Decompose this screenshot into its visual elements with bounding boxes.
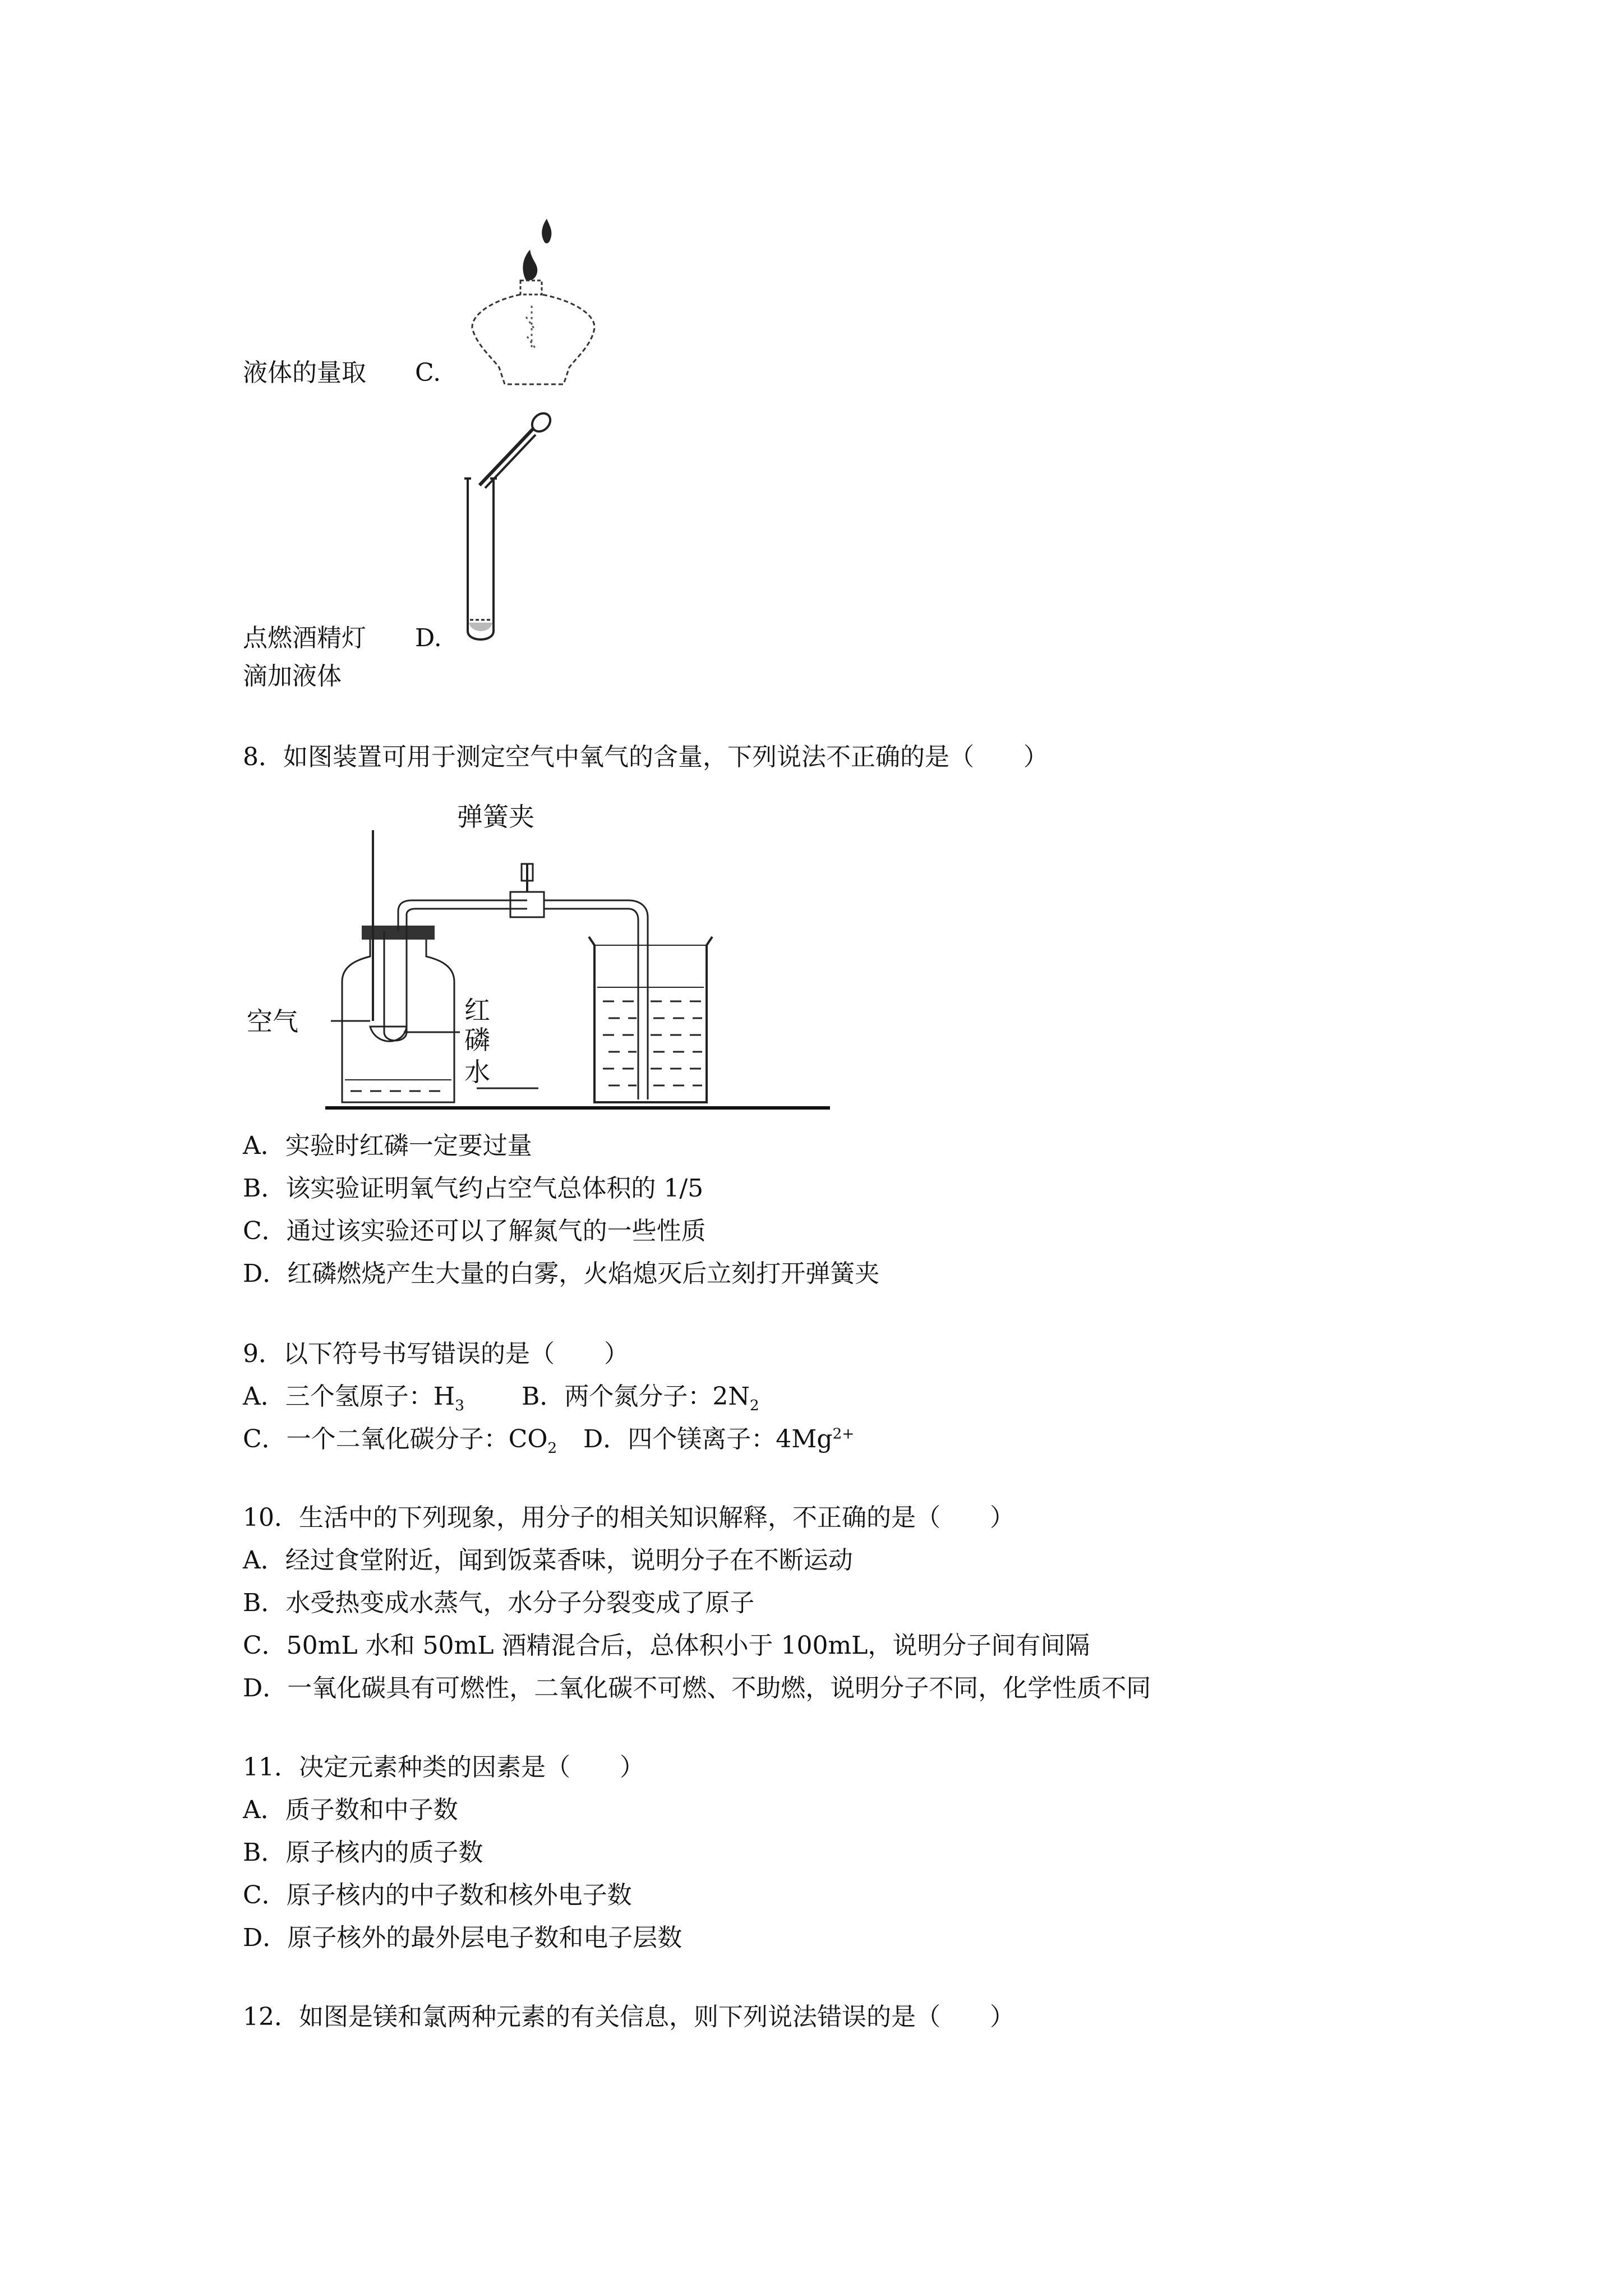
q7-option-c-label: C. bbox=[415, 358, 441, 387]
label-phosphorus: 磷 bbox=[464, 1025, 490, 1055]
label-air: 空气 bbox=[247, 1006, 298, 1037]
q9-option-b: B．两个氮分子：$2N_2$ bbox=[522, 1382, 759, 1414]
q10-option-c: C．50mL 水和 50mL 酒精混合后，总体积小于 100mL，说明分子间有间隔 bbox=[243, 1631, 1090, 1660]
q10-option-a: A．经过食堂附近，闻到饭菜香味，说明分子在不断运动 bbox=[243, 1546, 853, 1575]
q7-option-d-text: 滴加液体 bbox=[243, 662, 342, 691]
q7-option-d-label: D. bbox=[415, 624, 442, 652]
label-red: 红 bbox=[464, 995, 490, 1025]
q8-option-a: A．实验时红磷一定要过量 bbox=[243, 1131, 532, 1160]
q7-option-b-text: 液体的量取 bbox=[243, 358, 366, 387]
q11-option-b: B．原子核内的质子数 bbox=[243, 1838, 483, 1867]
q9-option-a: A．三个氢原子：$H_3$ bbox=[243, 1382, 464, 1414]
q8-option-d: D．红磷燃烧产生大量的白雾，火焰熄灭后立刻打开弹簧夹 bbox=[243, 1259, 880, 1288]
q11-stem: 11．决定元素种类的因素是（ ） bbox=[243, 1753, 644, 1782]
q9-option-c: C．一个二氧化碳分子：$CO_2$ bbox=[243, 1425, 557, 1457]
q8-stem: 8．如图装置可用于测定空气中氧气的含量，下列说法不正确的是（ ） bbox=[243, 743, 1048, 771]
q7-option-c-text: 点燃酒精灯 bbox=[243, 624, 366, 652]
q10-option-d: D．一氧化碳具有可燃性，二氧化碳不可燃、不助燃，说明分子不同，化学性质不同 bbox=[243, 1674, 1151, 1703]
label-spring-clamp: 弹簧夹 bbox=[457, 802, 534, 832]
q11-option-c: C．原子核内的中子数和核外电子数 bbox=[243, 1881, 632, 1910]
q8-option-c: C．通过该实验还可以了解氮气的一些性质 bbox=[243, 1217, 706, 1245]
q8-option-b: B．该实验证明氧气约占空气总体积的 1/5 bbox=[243, 1174, 704, 1203]
alcohol-lamp-figure bbox=[460, 216, 611, 393]
q11-option-a: A．质子数和中子数 bbox=[243, 1796, 458, 1824]
q10-stem: 10．生活中的下列现象，用分子的相关知识解释，不正确的是（ ） bbox=[243, 1503, 1015, 1532]
q9-stem: 9．以下符号书写错误的是（ ） bbox=[243, 1340, 629, 1368]
q10-option-b: B．水受热变成水蒸气，水分子分裂变成了原子 bbox=[243, 1589, 755, 1617]
oxygen-measurement-apparatus bbox=[236, 797, 886, 1122]
q9-option-d: D．四个镁离子：$4Mg^{2+}$ bbox=[583, 1425, 855, 1453]
test-tube-dropper-figure bbox=[460, 412, 561, 648]
label-water: 水 bbox=[464, 1057, 490, 1087]
q11-option-d: D．原子核外的最外层电子数和电子层数 bbox=[243, 1924, 683, 1952]
q12-stem: 12．如图是镁和氯两种元素的有关信息，则下列说法错误的是（ ） bbox=[243, 2003, 1015, 2031]
